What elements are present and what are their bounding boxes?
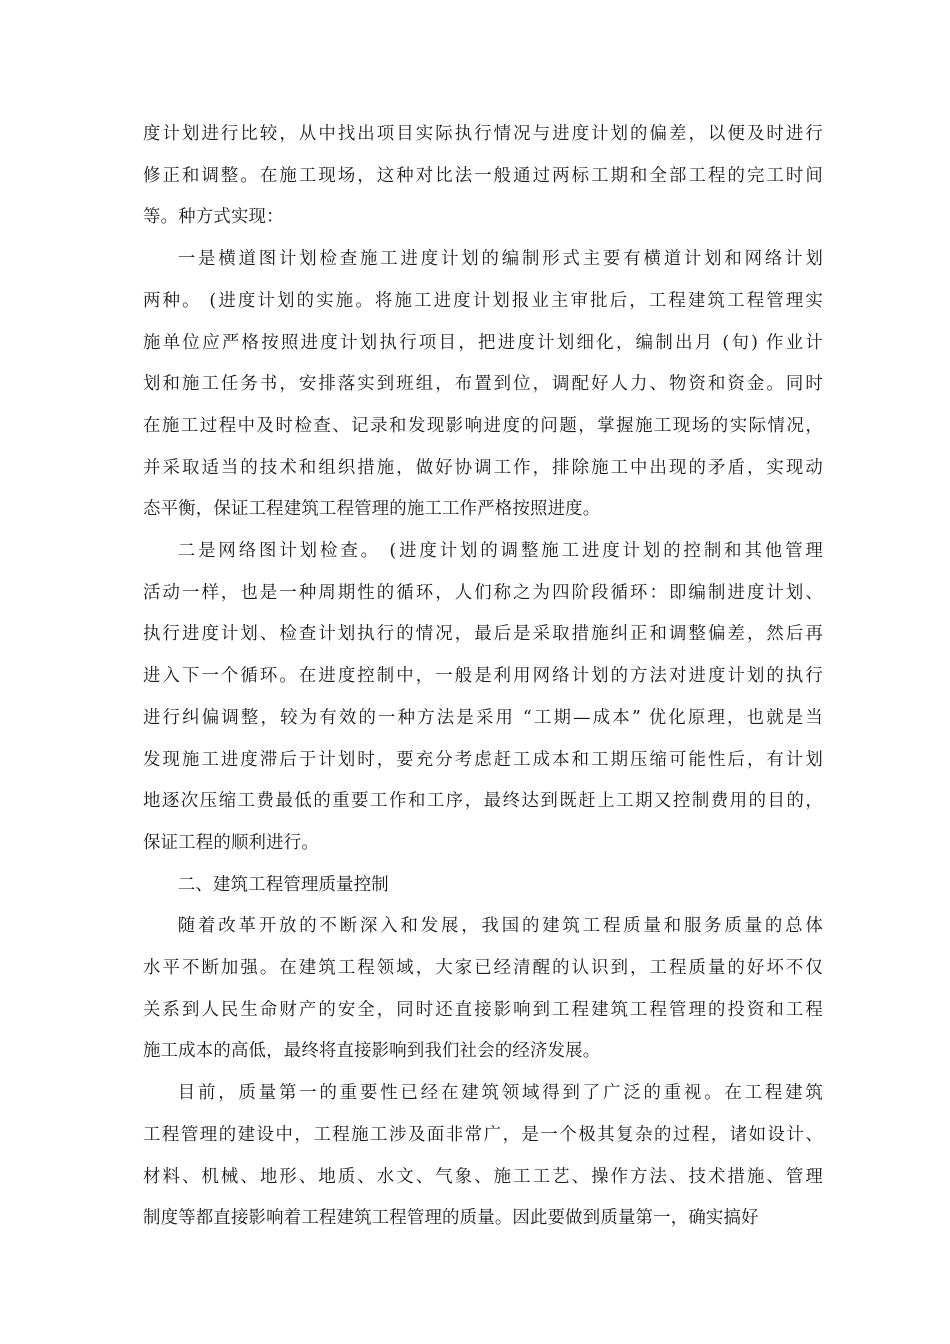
text-line: 并采取适当的技术和组织措施，做好协调工作，排除施工中出现的矛盾，实现动	[143, 457, 823, 478]
text-line: 两种。 (进度计划的实施。将施工进度计划报业主审批后，工程建筑工程管理实	[143, 290, 823, 311]
text-line: 随着改革开放的不断深入和发展，我国的建筑工程质量和服务质量的总体	[177, 916, 823, 937]
text-line: 发现施工进度滞后于计划时，要充分考虑赶工成本和工期压缩可能性后，有计划	[143, 749, 823, 770]
paragraph	[143, 114, 823, 239]
text-line: 进行纠偏调整，较为有效的一种方法是采用 “工期—成本” 优化原理，也就是当	[143, 707, 823, 728]
text-line: 施单位应严格按照进度计划执行项目，把进度计划细化，编制出月 (旬) 作业计	[143, 332, 823, 353]
text-line: 工程管理的建设中，工程施工涉及面非常广，是一个极其复杂的过程，诸如设计、	[143, 1124, 823, 1145]
section-heading	[143, 865, 823, 907]
text-line: 施工成本的高低，最终将直接影响到我们社会的经济发展。	[143, 1041, 601, 1062]
text-line: 度计划进行比较，从中找出项目实际执行情况与进度计划的偏差，以便及时进行	[143, 124, 823, 144]
text-line: 执行进度计划、检查计划执行的情况，最后是采取措施纠正和调整偏差，然后再	[143, 624, 823, 645]
text-line: 水平不断加强。在建筑工程领域，大家已经清醒的认识到，工程质量的好坏不仅	[143, 958, 823, 979]
text-line: 二、建筑工程管理质量控制	[177, 874, 389, 895]
text-line: 活动一样，也是一种周期性的循环，人们称之为四阶段循环：即编制进度计划、	[143, 582, 823, 603]
paragraph	[143, 239, 823, 531]
text-line: 态平衡，保证工程建筑工程管理的施工工作严格按照进度。	[143, 499, 601, 520]
paragraph	[143, 1073, 823, 1240]
text-line: 在施工过程中及时检查、记录和发现影响进度的问题，掌握施工现场的实际情况，	[143, 415, 823, 436]
text-line: 保证工程的顺利进行。	[143, 832, 319, 853]
text-line: 材料、机械、地形、地质、水文、气象、施工工艺、操作方法、技术措施、管理	[143, 1166, 823, 1187]
body-text	[143, 114, 823, 1240]
text-line: 一是横道图计划检查施工进度计划的编制形式主要有横道计划和网络计划	[177, 249, 823, 270]
paragraph	[143, 906, 823, 1073]
text-line: 关系到人民生命财产的安全，同时还直接影响到工程建筑工程管理的投资和工程	[143, 999, 823, 1020]
text-line: 等。种方式实现：	[143, 207, 284, 228]
text-line: 进入下一个循环。在进度控制中，一般是利用网络计划的方法对进度计划的执行	[143, 666, 823, 687]
text-line: 修正和调整。在施工现场，这种对比法一般通过两标工期和全部工程的完工时间	[143, 165, 823, 186]
paragraph	[143, 531, 823, 865]
text-line: 划和施工任务书，安排落实到班组，布置到位，调配好人力、物资和资金。同时	[143, 374, 823, 395]
text-line: 目前，质量第一的重要性已经在建筑领域得到了广泛的重视。在工程建筑	[177, 1083, 823, 1104]
text-line: 地逐次压缩工费最低的重要工作和工序，最终达到既赶上工期又控制费用的目的，	[143, 791, 823, 812]
text-line: 制度等都直接影响着工程建筑工程管理的质量。因此要做到质量第一，确实搞好	[143, 1208, 759, 1229]
text-line: 二是网络图计划检查。 (进度计划的调整施工进度计划的控制和其他管理	[177, 541, 823, 562]
